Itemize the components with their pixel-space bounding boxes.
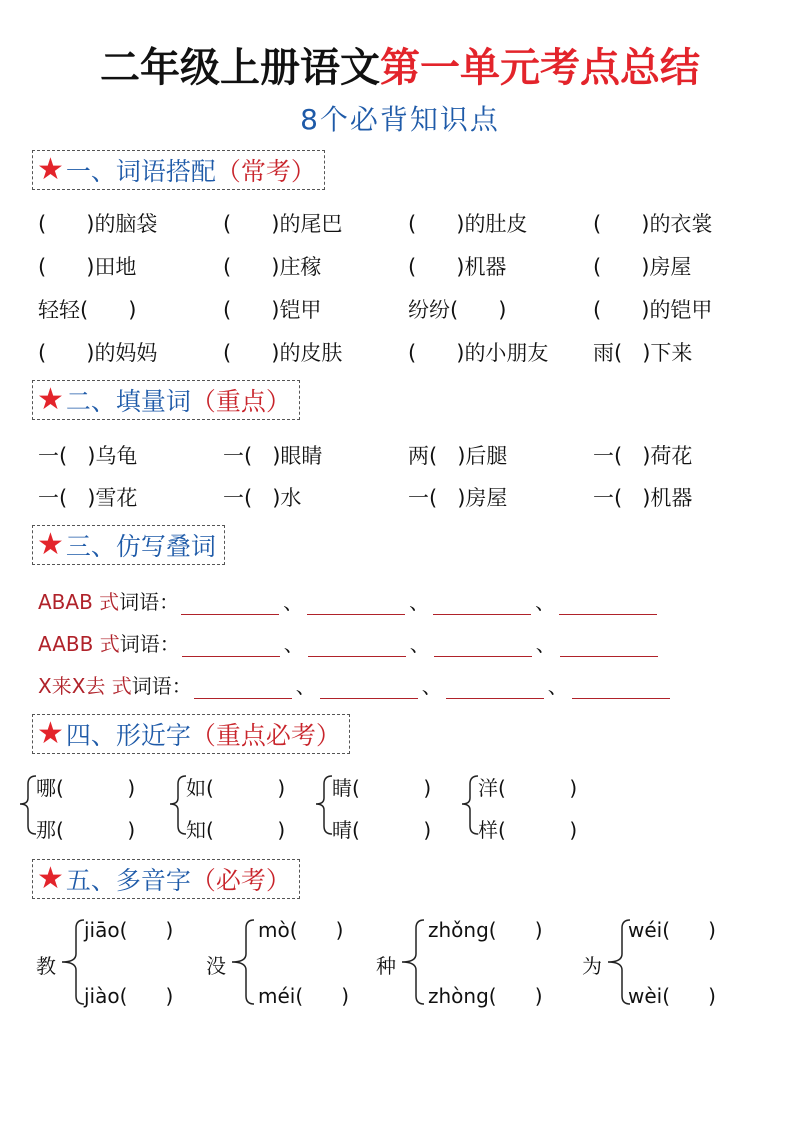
collocation-item: ( )庄稼: [223, 255, 322, 279]
collocation-item: ( )田地: [38, 255, 137, 279]
collocation-item: ( )的脑袋: [38, 212, 158, 236]
section-1-note: （常考）: [215, 157, 316, 186]
reduplication-pattern: ABAB 式: [38, 590, 120, 614]
similar-char-top: 如( ): [186, 776, 286, 800]
polyphone-pinyin-top: wéi( ): [628, 918, 716, 942]
polyphone-char: 种: [376, 954, 396, 978]
collocation-item: ( )的皮肤: [223, 341, 343, 365]
similar-char-top: 睛( ): [332, 776, 432, 800]
reduplication-pattern: X来X去 式: [38, 674, 132, 698]
polyphone-group: [376, 912, 586, 1012]
answer-blank[interactable]: [560, 637, 658, 657]
star-icon: ★: [37, 861, 64, 896]
reduplication-suffix: 词语：: [131, 674, 192, 698]
section-2-label: 二、填量词: [65, 387, 191, 416]
collocation-item: 纷纷( ): [408, 298, 507, 322]
section-3-header: [32, 525, 225, 565]
separator: 、: [295, 674, 316, 698]
answer-blank[interactable]: [181, 595, 279, 615]
polyphone-char: 为: [582, 954, 602, 978]
collocation-item: 雨( )下来: [593, 341, 693, 365]
measure-word-item: 一( )房屋: [408, 486, 508, 510]
page-title: [0, 40, 800, 96]
collocation-item: ( )的小朋友: [408, 341, 549, 365]
section-4-note: （重点必考）: [190, 721, 341, 750]
separator: 、: [421, 674, 442, 698]
answer-blank[interactable]: [446, 679, 544, 699]
section-2-note: （重点）: [190, 387, 291, 416]
section-4-header: [32, 714, 350, 754]
polyphone-pinyin-bottom: zhòng( ): [428, 984, 543, 1008]
similar-char-group: [454, 770, 634, 845]
brace-icon: [206, 912, 256, 1012]
polyphone-group: [582, 912, 782, 1012]
measure-word-item: 一( )机器: [593, 486, 693, 510]
reduplication-line-xlaixqu: [38, 670, 672, 699]
collocation-item: ( )机器: [408, 255, 507, 279]
star-icon: ★: [37, 527, 64, 562]
collocation-item: ( )房屋: [593, 255, 692, 279]
polyphone-char: 教: [36, 954, 56, 978]
section-2-header: [32, 380, 300, 420]
measure-word-item: 两( )后腿: [408, 444, 508, 468]
section-1-header: [32, 150, 325, 190]
collocation-item: 轻轻( ): [38, 298, 137, 322]
separator: 、: [283, 590, 304, 614]
star-icon: ★: [37, 382, 64, 417]
polyphone-pinyin-top: zhǒng( ): [428, 918, 543, 942]
collocation-item: ( )的铠甲: [593, 298, 713, 322]
separator: 、: [409, 632, 430, 656]
polyphone-pinyin-top: mò( ): [258, 918, 344, 942]
title-part-1: 二年级上册语文: [100, 44, 380, 91]
reduplication-line-aabb: [38, 628, 660, 657]
section-3-label: 三、仿写叠词: [65, 532, 216, 561]
reduplication-pattern: AABB 式: [38, 632, 120, 656]
section-5-note: （必考）: [190, 866, 291, 895]
collocation-item: ( )的肚皮: [408, 212, 528, 236]
answer-blank[interactable]: [307, 595, 405, 615]
polyphone-pinyin-bottom: jiào( ): [84, 984, 174, 1008]
measure-word-item: 一( )水: [223, 486, 302, 510]
answer-blank[interactable]: [182, 637, 280, 657]
title-part-2: 第一单元考点总结: [380, 44, 700, 91]
brace-icon: [582, 912, 632, 1012]
section-4-label: 四、形近字: [65, 721, 191, 750]
star-icon: ★: [37, 152, 64, 187]
similar-char-bottom: 样( ): [478, 818, 578, 842]
separator: 、: [547, 674, 568, 698]
polyphone-char: 没: [206, 954, 226, 978]
collocation-item: ( )的衣裳: [593, 212, 713, 236]
answer-blank[interactable]: [434, 637, 532, 657]
reduplication-line-abab: [38, 586, 659, 615]
similar-char-bottom: 知( ): [186, 818, 286, 842]
measure-word-item: 一( )眼睛: [223, 444, 323, 468]
polyphone-group: [36, 912, 216, 1012]
brace-icon: [36, 912, 86, 1012]
polyphone-group: [206, 912, 396, 1012]
answer-blank[interactable]: [572, 679, 670, 699]
separator: 、: [535, 590, 556, 614]
separator: 、: [535, 632, 556, 656]
reduplication-suffix: 词语：: [119, 590, 180, 614]
separator: 、: [409, 590, 430, 614]
similar-char-bottom: 那( ): [36, 818, 136, 842]
section-5-label: 五、多音字: [65, 866, 191, 895]
answer-blank[interactable]: [320, 679, 418, 699]
collocation-item: ( )铠甲: [223, 298, 322, 322]
similar-char-top: 哪( ): [36, 776, 136, 800]
measure-word-item: 一( )乌龟: [38, 444, 138, 468]
similar-char-bottom: 晴( ): [332, 818, 432, 842]
answer-blank[interactable]: [559, 595, 657, 615]
separator: 、: [283, 632, 304, 656]
polyphone-pinyin-bottom: wèi( ): [628, 984, 716, 1008]
page-subtitle: 8个必背知识点: [300, 103, 500, 136]
measure-word-item: 一( )雪花: [38, 486, 138, 510]
collocation-item: ( )的妈妈: [38, 341, 158, 365]
answer-blank[interactable]: [433, 595, 531, 615]
star-icon: ★: [37, 716, 64, 751]
similar-char-top: 洋( ): [478, 776, 578, 800]
reduplication-suffix: 词语：: [119, 632, 180, 656]
section-1-label: 一、词语搭配: [65, 157, 216, 186]
collocation-item: ( )的尾巴: [223, 212, 343, 236]
answer-blank[interactable]: [194, 679, 292, 699]
answer-blank[interactable]: [308, 637, 406, 657]
polyphone-pinyin-top: jiāo( ): [84, 918, 174, 942]
brace-icon: [376, 912, 426, 1012]
section-5-header: [32, 859, 300, 899]
polyphone-pinyin-bottom: méi( ): [258, 984, 350, 1008]
measure-word-item: 一( )荷花: [593, 444, 693, 468]
